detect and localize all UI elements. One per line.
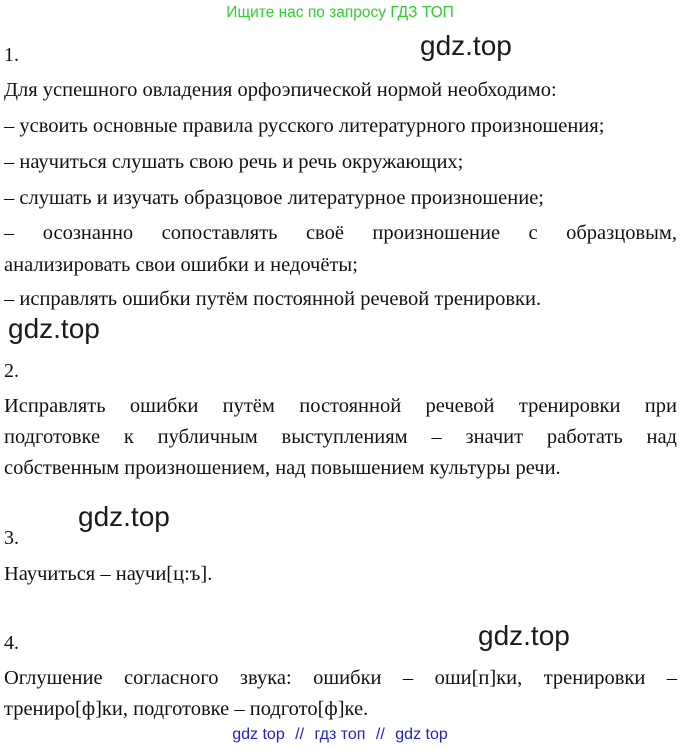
- footer-separator-1: //: [295, 726, 305, 743]
- footer-link-1[interactable]: gdz top: [232, 726, 285, 743]
- footer-separator-2: //: [375, 726, 385, 743]
- watermark-4: gdz.top: [478, 620, 570, 651]
- section-1-item-4-line-1: – осознанно сопоставлять своё произношение с образцовым,: [4, 222, 677, 244]
- section-2-paragraph: [4, 391, 677, 484]
- section-1-item-3: – слушать и изучать образцовое литературное произношение;: [4, 187, 544, 209]
- section-4-line-1: Оглушение согласного звука: ошибки – оши[п]ки, тренировки –: [4, 667, 677, 689]
- section-3-number: 3.: [4, 527, 19, 549]
- watermark-1: gdz.top: [420, 30, 512, 61]
- footer-links: [0, 726, 680, 744]
- section-4-line-2: трениро[ф]ки, подготовке – подгото[ф]ке.: [4, 698, 369, 720]
- section-1-number: 1.: [4, 44, 19, 66]
- watermark-3: gdz.top: [78, 501, 170, 532]
- section-3-text: Научиться – научи[ц:ъ].: [4, 563, 213, 585]
- section-4-paragraph: [4, 663, 677, 725]
- watermark-2: gdz.top: [8, 313, 100, 344]
- section-1-item-4-cont: анализировать свои ошибки и недочёты;: [4, 254, 358, 276]
- section-1-item-5: – исправлять ошибки путём постоянной речевой тренировки.: [4, 288, 542, 310]
- top-banner: Ищите нас по запросу ГДЗ ТОП: [226, 4, 454, 21]
- section-1-item-4: [4, 218, 677, 249]
- section-1-item-2: – научиться слушать свою речь и речь окружающих;: [4, 151, 464, 173]
- section-2-line-3: собственным произношением, над повышением культуры речи.: [4, 457, 561, 479]
- section-4-number: 4.: [4, 632, 19, 654]
- section-2-number: 2.: [4, 360, 19, 382]
- footer-link-2[interactable]: гдз топ: [314, 726, 366, 743]
- section-2-line-2: подготовке к публичным выступлениям – значит работать над: [4, 426, 677, 448]
- section-1-item-1: – усвоить основные правила русского литературного произношения;: [4, 115, 605, 137]
- section-1-intro: Для успешного овладения орфоэпической нормой необходимо:: [4, 79, 557, 101]
- section-2-line-1: Исправлять ошибки путём постоянной речевой тренировки при: [4, 395, 677, 417]
- footer-link-3[interactable]: gdz top: [395, 726, 448, 743]
